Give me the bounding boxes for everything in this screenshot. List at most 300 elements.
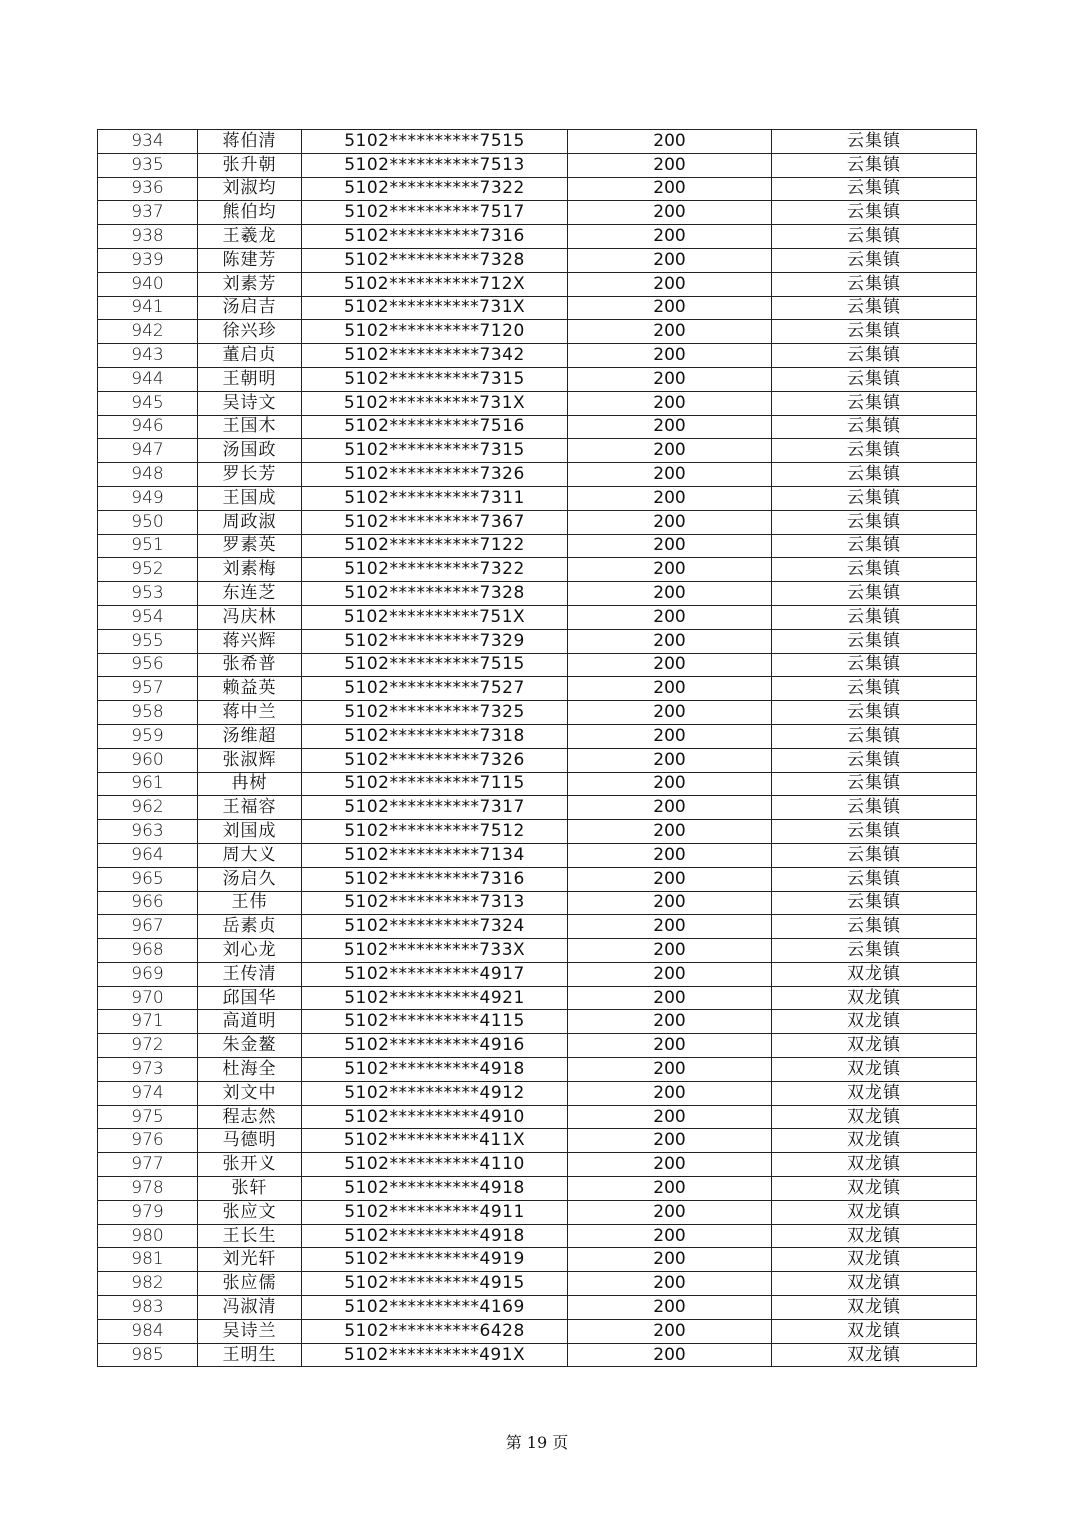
town-cell: 云集镇 <box>772 582 977 606</box>
town-cell: 云集镇 <box>772 701 977 725</box>
town-cell: 云集镇 <box>772 915 977 939</box>
name-cell: 张应文 <box>198 1200 302 1224</box>
town-cell: 云集镇 <box>772 820 977 844</box>
name-cell: 董启贞 <box>198 344 302 368</box>
table-row <box>98 962 977 986</box>
table-row <box>98 296 977 320</box>
id-number-cell: 5102**********7324 <box>302 915 568 939</box>
roster-sheet <box>97 129 976 1367</box>
row-number-cell: 963 <box>98 820 198 844</box>
name-cell: 蒋伯清 <box>198 130 302 154</box>
id-number-cell: 5102**********7313 <box>302 891 568 915</box>
name-cell: 刘心龙 <box>198 939 302 963</box>
town-cell: 双龙镇 <box>772 1224 977 1248</box>
town-cell: 云集镇 <box>772 130 977 154</box>
name-cell: 岳素贞 <box>198 915 302 939</box>
town-cell: 双龙镇 <box>772 1010 977 1034</box>
table-row <box>98 1010 977 1034</box>
row-number-cell: 981 <box>98 1248 198 1272</box>
table-row <box>98 796 977 820</box>
id-number-cell: 5102**********731X <box>302 296 568 320</box>
amount-cell: 200 <box>568 820 772 844</box>
row-number-cell: 937 <box>98 201 198 225</box>
amount-cell: 200 <box>568 367 772 391</box>
id-number-cell: 5102**********7517 <box>302 201 568 225</box>
town-cell: 云集镇 <box>772 629 977 653</box>
name-cell: 张升朝 <box>198 153 302 177</box>
id-number-cell: 5102**********4917 <box>302 962 568 986</box>
town-cell: 双龙镇 <box>772 1319 977 1343</box>
id-number-cell: 5102**********7311 <box>302 486 568 510</box>
name-cell: 刘国成 <box>198 820 302 844</box>
town-cell: 双龙镇 <box>772 1200 977 1224</box>
table-row <box>98 130 977 154</box>
name-cell: 吴诗兰 <box>198 1319 302 1343</box>
town-cell: 双龙镇 <box>772 1153 977 1177</box>
town-cell: 云集镇 <box>772 248 977 272</box>
id-number-cell: 5102**********7513 <box>302 153 568 177</box>
table-row <box>98 605 977 629</box>
id-number-cell: 5102**********7329 <box>302 629 568 653</box>
id-number-cell: 5102**********7315 <box>302 367 568 391</box>
row-number-cell: 976 <box>98 1129 198 1153</box>
town-cell: 云集镇 <box>772 463 977 487</box>
row-number-cell: 939 <box>98 248 198 272</box>
town-cell: 云集镇 <box>772 724 977 748</box>
table-row <box>98 344 977 368</box>
amount-cell: 200 <box>568 867 772 891</box>
id-number-cell: 5102**********411X <box>302 1129 568 1153</box>
amount-cell: 200 <box>568 320 772 344</box>
id-number-cell: 5102**********733X <box>302 939 568 963</box>
id-number-cell: 5102**********7325 <box>302 701 568 725</box>
id-number-cell: 5102**********4918 <box>302 1224 568 1248</box>
table-row <box>98 915 977 939</box>
town-cell: 双龙镇 <box>772 1034 977 1058</box>
town-cell: 云集镇 <box>772 772 977 796</box>
row-number-cell: 959 <box>98 724 198 748</box>
town-cell: 云集镇 <box>772 510 977 534</box>
name-cell: 汤启久 <box>198 867 302 891</box>
id-number-cell: 5102**********4169 <box>302 1296 568 1320</box>
row-number-cell: 952 <box>98 558 198 582</box>
name-cell: 周大义 <box>198 843 302 867</box>
table-row <box>98 629 977 653</box>
id-number-cell: 5102**********7515 <box>302 653 568 677</box>
amount-cell: 200 <box>568 463 772 487</box>
name-cell: 张希普 <box>198 653 302 677</box>
row-number-cell: 983 <box>98 1296 198 1320</box>
name-cell: 王朝明 <box>198 367 302 391</box>
name-cell: 冉树 <box>198 772 302 796</box>
id-number-cell: 5102**********4919 <box>302 1248 568 1272</box>
town-cell: 双龙镇 <box>772 1272 977 1296</box>
name-cell: 王明生 <box>198 1343 302 1367</box>
id-number-cell: 5102**********7322 <box>302 177 568 201</box>
row-number-cell: 975 <box>98 1105 198 1129</box>
id-number-cell: 5102**********4918 <box>302 1177 568 1201</box>
town-cell: 云集镇 <box>772 939 977 963</box>
name-cell: 刘素芳 <box>198 272 302 296</box>
id-number-cell: 5102**********7317 <box>302 796 568 820</box>
name-cell: 杜海全 <box>198 1058 302 1082</box>
row-number-cell: 950 <box>98 510 198 534</box>
row-number-cell: 979 <box>98 1200 198 1224</box>
id-number-cell: 5102**********7326 <box>302 748 568 772</box>
amount-cell: 200 <box>568 1296 772 1320</box>
table-row <box>98 1105 977 1129</box>
name-cell: 王伟 <box>198 891 302 915</box>
town-cell: 云集镇 <box>772 391 977 415</box>
amount-cell: 200 <box>568 248 772 272</box>
amount-cell: 200 <box>568 272 772 296</box>
id-number-cell: 5102**********7322 <box>302 558 568 582</box>
table-row <box>98 177 977 201</box>
amount-cell: 200 <box>568 677 772 701</box>
row-number-cell: 947 <box>98 439 198 463</box>
table-row <box>98 1296 977 1320</box>
name-cell: 张应儒 <box>198 1272 302 1296</box>
amount-cell: 200 <box>568 177 772 201</box>
row-number-cell: 934 <box>98 130 198 154</box>
name-cell: 刘光轩 <box>198 1248 302 1272</box>
row-number-cell: 951 <box>98 534 198 558</box>
table-row <box>98 153 977 177</box>
name-cell: 冯庆林 <box>198 605 302 629</box>
table-row <box>98 1200 977 1224</box>
id-number-cell: 5102**********7328 <box>302 582 568 606</box>
id-number-cell: 5102**********7342 <box>302 344 568 368</box>
row-number-cell: 949 <box>98 486 198 510</box>
town-cell: 云集镇 <box>772 558 977 582</box>
page-number: 第 19 页 <box>505 1433 569 1452</box>
town-cell: 双龙镇 <box>772 1129 977 1153</box>
table-row <box>98 1224 977 1248</box>
amount-cell: 200 <box>568 843 772 867</box>
table-row <box>98 677 977 701</box>
table-row <box>98 1058 977 1082</box>
row-number-cell: 965 <box>98 867 198 891</box>
town-cell: 云集镇 <box>772 843 977 867</box>
name-cell: 赖益英 <box>198 677 302 701</box>
town-cell: 双龙镇 <box>772 1248 977 1272</box>
table-row <box>98 701 977 725</box>
amount-cell: 200 <box>568 391 772 415</box>
id-number-cell: 5102**********751X <box>302 605 568 629</box>
amount-cell: 200 <box>568 1224 772 1248</box>
amount-cell: 200 <box>568 296 772 320</box>
amount-cell: 200 <box>568 582 772 606</box>
town-cell: 云集镇 <box>772 201 977 225</box>
table-row <box>98 1177 977 1201</box>
name-cell: 罗素英 <box>198 534 302 558</box>
name-cell: 邱国华 <box>198 986 302 1010</box>
id-number-cell: 5102**********4912 <box>302 1081 568 1105</box>
amount-cell: 200 <box>568 1200 772 1224</box>
town-cell: 双龙镇 <box>772 1058 977 1082</box>
table-row <box>98 748 977 772</box>
table-row <box>98 1343 977 1367</box>
town-cell: 云集镇 <box>772 486 977 510</box>
id-number-cell: 5102**********7367 <box>302 510 568 534</box>
table-row <box>98 1034 977 1058</box>
row-number-cell: 961 <box>98 772 198 796</box>
name-cell: 汤启吉 <box>198 296 302 320</box>
table-row <box>98 891 977 915</box>
name-cell: 蒋中兰 <box>198 701 302 725</box>
table-row <box>98 439 977 463</box>
name-cell: 冯淑清 <box>198 1296 302 1320</box>
table-row <box>98 867 977 891</box>
row-number-cell: 957 <box>98 677 198 701</box>
row-number-cell: 938 <box>98 225 198 249</box>
amount-cell: 200 <box>568 915 772 939</box>
table-row <box>98 201 977 225</box>
amount-cell: 200 <box>568 1319 772 1343</box>
town-cell: 云集镇 <box>772 748 977 772</box>
row-number-cell: 982 <box>98 1272 198 1296</box>
row-number-cell: 942 <box>98 320 198 344</box>
amount-cell: 200 <box>568 724 772 748</box>
town-cell: 云集镇 <box>772 796 977 820</box>
amount-cell: 200 <box>568 605 772 629</box>
amount-cell: 200 <box>568 962 772 986</box>
amount-cell: 200 <box>568 1129 772 1153</box>
town-cell: 双龙镇 <box>772 1296 977 1320</box>
table-row <box>98 486 977 510</box>
row-number-cell: 935 <box>98 153 198 177</box>
id-number-cell: 5102**********4918 <box>302 1058 568 1082</box>
table-row <box>98 558 977 582</box>
row-number-cell: 941 <box>98 296 198 320</box>
amount-cell: 200 <box>568 629 772 653</box>
name-cell: 徐兴珍 <box>198 320 302 344</box>
town-cell: 云集镇 <box>772 653 977 677</box>
id-number-cell: 5102**********7316 <box>302 867 568 891</box>
row-number-cell: 968 <box>98 939 198 963</box>
amount-cell: 200 <box>568 653 772 677</box>
row-number-cell: 971 <box>98 1010 198 1034</box>
row-number-cell: 966 <box>98 891 198 915</box>
town-cell: 双龙镇 <box>772 1177 977 1201</box>
town-cell: 云集镇 <box>772 225 977 249</box>
amount-cell: 200 <box>568 130 772 154</box>
row-number-cell: 946 <box>98 415 198 439</box>
id-number-cell: 5102**********4916 <box>302 1034 568 1058</box>
name-cell: 刘素梅 <box>198 558 302 582</box>
row-number-cell: 985 <box>98 1343 198 1367</box>
town-cell: 云集镇 <box>772 344 977 368</box>
id-number-cell: 5102**********491X <box>302 1343 568 1367</box>
name-cell: 周政淑 <box>198 510 302 534</box>
amount-cell: 200 <box>568 701 772 725</box>
name-cell: 朱金鳌 <box>198 1034 302 1058</box>
town-cell: 双龙镇 <box>772 962 977 986</box>
id-number-cell: 5102**********4110 <box>302 1153 568 1177</box>
id-number-cell: 5102**********6428 <box>302 1319 568 1343</box>
table-row <box>98 582 977 606</box>
name-cell: 罗长芳 <box>198 463 302 487</box>
name-cell: 刘淑均 <box>198 177 302 201</box>
table-row <box>98 463 977 487</box>
row-number-cell: 978 <box>98 1177 198 1201</box>
town-cell: 云集镇 <box>772 153 977 177</box>
amount-cell: 200 <box>568 1153 772 1177</box>
row-number-cell: 954 <box>98 605 198 629</box>
row-number-cell: 948 <box>98 463 198 487</box>
name-cell: 蒋兴辉 <box>198 629 302 653</box>
town-cell: 云集镇 <box>772 677 977 701</box>
amount-cell: 200 <box>568 510 772 534</box>
id-number-cell: 5102**********7316 <box>302 225 568 249</box>
row-number-cell: 969 <box>98 962 198 986</box>
id-number-cell: 5102**********4921 <box>302 986 568 1010</box>
row-number-cell: 945 <box>98 391 198 415</box>
table-row <box>98 272 977 296</box>
amount-cell: 200 <box>568 1272 772 1296</box>
id-number-cell: 5102**********7134 <box>302 843 568 867</box>
id-number-cell: 5102**********7328 <box>302 248 568 272</box>
amount-cell: 200 <box>568 225 772 249</box>
town-cell: 云集镇 <box>772 891 977 915</box>
amount-cell: 200 <box>568 153 772 177</box>
name-cell: 陈建芳 <box>198 248 302 272</box>
row-number-cell: 960 <box>98 748 198 772</box>
town-cell: 双龙镇 <box>772 986 977 1010</box>
name-cell: 张淑辉 <box>198 748 302 772</box>
table-row <box>98 320 977 344</box>
row-number-cell: 955 <box>98 629 198 653</box>
town-cell: 双龙镇 <box>772 1105 977 1129</box>
name-cell: 高道明 <box>198 1010 302 1034</box>
row-number-cell: 944 <box>98 367 198 391</box>
row-number-cell: 943 <box>98 344 198 368</box>
amount-cell: 200 <box>568 534 772 558</box>
roster-table <box>97 129 977 1367</box>
row-number-cell: 936 <box>98 177 198 201</box>
town-cell: 云集镇 <box>772 439 977 463</box>
name-cell: 张轩 <box>198 1177 302 1201</box>
amount-cell: 200 <box>568 796 772 820</box>
amount-cell: 200 <box>568 344 772 368</box>
row-number-cell: 980 <box>98 1224 198 1248</box>
amount-cell: 200 <box>568 891 772 915</box>
table-row <box>98 1129 977 1153</box>
table-row <box>98 1272 977 1296</box>
id-number-cell: 5102**********4915 <box>302 1272 568 1296</box>
table-row <box>98 1153 977 1177</box>
amount-cell: 200 <box>568 1034 772 1058</box>
row-number-cell: 977 <box>98 1153 198 1177</box>
name-cell: 王福容 <box>198 796 302 820</box>
id-number-cell: 5102**********4115 <box>302 1010 568 1034</box>
town-cell: 云集镇 <box>772 272 977 296</box>
id-number-cell: 5102**********4911 <box>302 1200 568 1224</box>
row-number-cell: 973 <box>98 1058 198 1082</box>
id-number-cell: 5102**********712X <box>302 272 568 296</box>
row-number-cell: 956 <box>98 653 198 677</box>
amount-cell: 200 <box>568 486 772 510</box>
name-cell: 王国成 <box>198 486 302 510</box>
amount-cell: 200 <box>568 1105 772 1129</box>
table-row <box>98 843 977 867</box>
table-row <box>98 415 977 439</box>
row-number-cell: 967 <box>98 915 198 939</box>
table-row <box>98 367 977 391</box>
id-number-cell: 5102**********4910 <box>302 1105 568 1129</box>
name-cell: 张开义 <box>198 1153 302 1177</box>
row-number-cell: 962 <box>98 796 198 820</box>
name-cell: 汤维超 <box>198 724 302 748</box>
table-row <box>98 939 977 963</box>
id-number-cell: 5102**********7516 <box>302 415 568 439</box>
table-row <box>98 820 977 844</box>
table-row <box>98 1319 977 1343</box>
amount-cell: 200 <box>568 748 772 772</box>
table-row <box>98 724 977 748</box>
name-cell: 程志然 <box>198 1105 302 1129</box>
amount-cell: 200 <box>568 558 772 582</box>
amount-cell: 200 <box>568 1343 772 1367</box>
table-row <box>98 225 977 249</box>
town-cell: 云集镇 <box>772 867 977 891</box>
name-cell: 熊伯均 <box>198 201 302 225</box>
name-cell: 王传清 <box>198 962 302 986</box>
name-cell: 王国木 <box>198 415 302 439</box>
amount-cell: 200 <box>568 415 772 439</box>
name-cell: 王长生 <box>198 1224 302 1248</box>
id-number-cell: 5102**********7515 <box>302 130 568 154</box>
amount-cell: 200 <box>568 939 772 963</box>
amount-cell: 200 <box>568 201 772 225</box>
table-row <box>98 1248 977 1272</box>
id-number-cell: 5102**********7115 <box>302 772 568 796</box>
amount-cell: 200 <box>568 1058 772 1082</box>
table-row <box>98 510 977 534</box>
table-row <box>98 534 977 558</box>
table-row <box>98 986 977 1010</box>
id-number-cell: 5102**********7527 <box>302 677 568 701</box>
amount-cell: 200 <box>568 1010 772 1034</box>
town-cell: 云集镇 <box>772 296 977 320</box>
town-cell: 云集镇 <box>772 177 977 201</box>
table-row <box>98 772 977 796</box>
town-cell: 双龙镇 <box>772 1343 977 1367</box>
row-number-cell: 958 <box>98 701 198 725</box>
name-cell: 吴诗文 <box>198 391 302 415</box>
row-number-cell: 984 <box>98 1319 198 1343</box>
id-number-cell: 5102**********7120 <box>302 320 568 344</box>
id-number-cell: 5102**********7318 <box>302 724 568 748</box>
amount-cell: 200 <box>568 1177 772 1201</box>
name-cell: 汤国政 <box>198 439 302 463</box>
table-row <box>98 1081 977 1105</box>
town-cell: 双龙镇 <box>772 1081 977 1105</box>
amount-cell: 200 <box>568 772 772 796</box>
row-number-cell: 972 <box>98 1034 198 1058</box>
id-number-cell: 5102**********7122 <box>302 534 568 558</box>
town-cell: 云集镇 <box>772 367 977 391</box>
amount-cell: 200 <box>568 1248 772 1272</box>
town-cell: 云集镇 <box>772 605 977 629</box>
town-cell: 云集镇 <box>772 415 977 439</box>
row-number-cell: 940 <box>98 272 198 296</box>
id-number-cell: 5102**********7315 <box>302 439 568 463</box>
row-number-cell: 964 <box>98 843 198 867</box>
id-number-cell: 5102**********7512 <box>302 820 568 844</box>
town-cell: 云集镇 <box>772 534 977 558</box>
amount-cell: 200 <box>568 1081 772 1105</box>
